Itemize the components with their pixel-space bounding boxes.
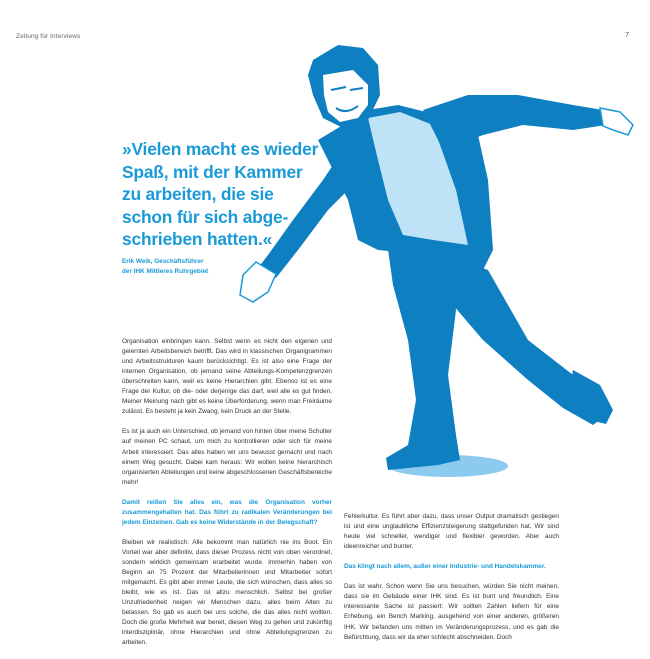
pull-quote xyxy=(122,138,332,251)
right-hand xyxy=(600,108,633,135)
quote-attribution xyxy=(122,257,208,276)
answer-paragraph: Organisation einbringen kann. Selbst wenn es nicht den eigenen und gelernten Arbeitsbereich betrifft. Das wird in klassischen Organigrammen und Arbeitsstrukturen kaum berücksichtigt. Es ist also eine Frage der internen Organisation, ob jemand seine Abteilungs-Kompetenzgrenzen überschreiten kann, weil es keine Hierarchien gibt. Ebenso ist es eine Frage der Kultur, ob die- oder derjenige das darf, weil alle es gut finden. Meiner Meinung nach gibt es keine Überforderung, wenn man Freiräume zulässt. Es besteht ja kein Zwang, kein Druck an der Stelle. xyxy=(122,338,332,416)
answer-paragraph: Bleiben wir realistisch: Alle bekommt man natürlich nie ins Boot. Ein Vorteil war aber definitiv, dass dieser Prozess nicht von oben verordnet, sondern wirklich gemeinsam erarbeitet wurde. Immerhin haben von Beginn an 75 Prozent der Mitarbeiterinnen und Mitarbeiter sofort mitgemacht. Es gibt aber immer Leute, die sich wünschen, dass alles so bleibt, wie es ist. Das ist allzu menschlich. Selbst bei großer Unzufriedenheit neigen wir Menschen dazu, alles beim Alten zu belassen. So gab es auch bei uns solche, die das alles nicht wollten. Doch die große Mehrheit war bereit, diesen Weg zu gehen und zukünftig interdisziplinär, ohne Hierarchien und ohne Abteilungsgrenzen zu arbeiten. xyxy=(122,538,332,647)
running-head: Zeitung für Interviews xyxy=(16,33,81,40)
left-leg xyxy=(386,235,460,470)
pull-quote-line: »Vielen macht es wieder xyxy=(122,139,319,159)
pull-quote-line: schrieben hatten.« xyxy=(122,229,273,249)
article-column-1 xyxy=(122,337,332,659)
pull-quote-line: Spaß, mit der Kammer xyxy=(122,161,303,182)
pull-quote-line: zu arbeiten, die sie xyxy=(122,184,274,204)
interview-question: Das klingt nach allem, außer einer Industrie- und Handelskammer. xyxy=(344,563,546,571)
answer-paragraph: Das ist wahr. Schon wenn Sie uns besuchen, würden Sie nicht meinen, dass sie im Gebäude einer IHK sind. Es ist bunt und freundlich. Eine interessante Sache ist passiert: Wir sollten Zahlen liefern für eine Erhebung, ein Bench Marking, ausgehend von einer anderen, größeren IHK. Wir befanden uns mitten im Veränderungsprozess, und es gab die Befürchtung, dass wir da eher schlecht abschneiden. Doch xyxy=(344,583,559,641)
right-arm xyxy=(423,95,606,150)
answer-paragraph: Fehlerkultur. Es führt aber dazu, dass unser Output dramatisch gestiegen ist und eine unglaubliche Effizienzsteigerung stattgefunden hat. Wir sind heute viel schneller, wendiger und flexibler geworden. Aber auch ideenreicher und bunter. xyxy=(344,513,559,551)
pull-quote-line: schon für sich abge- xyxy=(122,206,289,227)
article-column-2 xyxy=(344,512,559,653)
answer-paragraph: Es ist ja auch ein Unterschied, ob jemand von hinten über meine Schulter auf meinen PC schaut, um mich zu kontrollieren oder sich für meine Arbeit interessiert. Das alles haben wir uns bewusst gemacht und nach einem Weg gesucht. Dabei kam heraus: Wir wollen keine hierarchisch organisierten Abteilungen und keine abgeschlossenen Geschäftsbereiche mehr! xyxy=(122,428,332,486)
interview-question: Damit reißen Sie alles ein, was die Organisation vorher zusammengehalten hat. Das führt zu radikalen Veränderungen bei jedem Einzelnen. Gab es keine Widerstände in der Belegschaft? xyxy=(122,498,332,526)
attribution-name: Erik Weik, Geschäftsführer xyxy=(122,258,204,265)
right-shoe xyxy=(568,370,613,424)
attribution-organization: der IHK Mittleres Ruhrgebiet xyxy=(122,267,209,275)
page-number: 7 xyxy=(625,32,629,39)
